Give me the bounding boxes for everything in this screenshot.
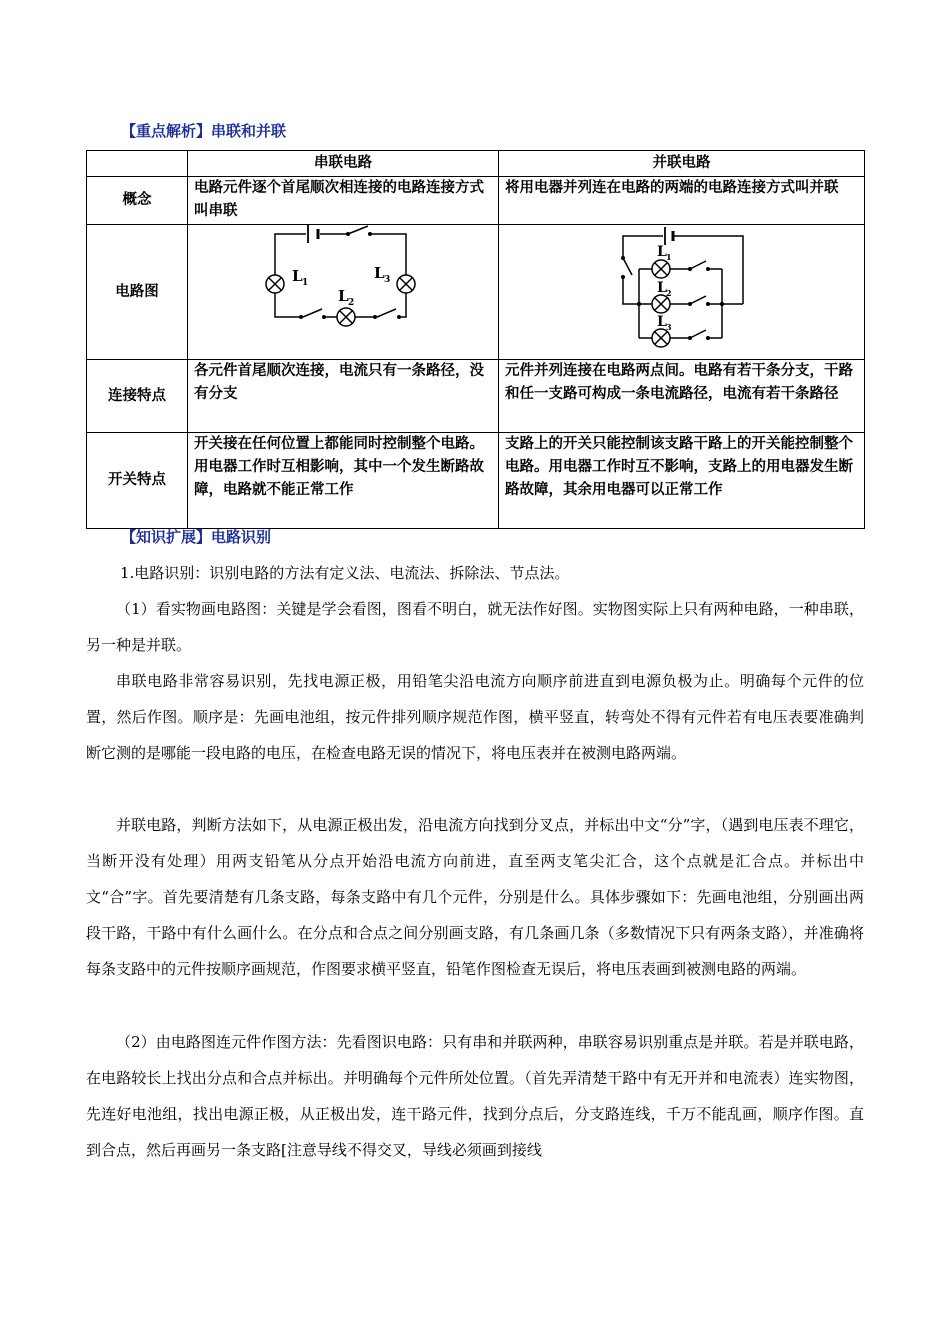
cell-parallel-concept: 将用电器并列连在电路的两端的电路连接方式叫并联 bbox=[499, 177, 865, 225]
cell-parallel-connection: 元件并列连接在电路两点间。电路有若干条分支，干路和任一支路可构成一条电流路径，电流有若干条路径 bbox=[499, 360, 865, 433]
cell-series-concept: 电路元件逐个首尾顺次相连接的电路连接方式叫串联 bbox=[188, 177, 499, 225]
label-L1: L bbox=[657, 244, 667, 260]
table-row-diagram bbox=[87, 225, 865, 360]
comparison-table bbox=[86, 150, 865, 529]
row-label-switch: 开关特点 bbox=[87, 433, 188, 529]
series-circuit-diagram bbox=[188, 225, 499, 351]
cell-series-switch: 开关接在任何位置上都能同时控制整个电路。用电器工作时互相影响，其中一个发生断路故障，电路就不能正常工作 bbox=[188, 433, 499, 529]
label-L3: L bbox=[374, 264, 385, 282]
table-row-connection bbox=[87, 360, 865, 433]
paragraph-2: （1）看实物画电路图：关键是学会看图，图看不明白，就无法作好图。实物图实际上只有两种电路，一种串联，另一种是并联。 bbox=[86, 600, 864, 654]
label-L2-sub: 2 bbox=[666, 288, 672, 298]
cell-series-connection: 各元件首尾顺次连接，电流只有一条路径，没有分支 bbox=[188, 360, 499, 433]
table-row-concept bbox=[87, 177, 865, 225]
table-header-row bbox=[87, 151, 865, 177]
label-L2: L bbox=[657, 280, 667, 296]
cell-parallel-switch: 支路上的开关只能控制该支路干路上的开关能控制整个电路。用电器工作时互不影响，支路上的用电器发生断路故障，其余用电器可以正常工作 bbox=[499, 433, 865, 529]
row-label-diagram: 电路图 bbox=[87, 225, 188, 360]
label-L3-sub: 3 bbox=[666, 322, 672, 332]
paragraph-4: 并联电路，判断方法如下，从电源正极出发，沿电流方向找到分叉点，并标出中文“分”字，（遇到电压表不理它，当断开没有处理）用两支铅笔从分点开始沿电流方向前进，直至两支笔尖汇合，这个点就是汇合点。并标出中文“合”字。首先要清楚有几条支路，每条支路中有几个元件，分别是什么。具体步骤如下：先画电池组，分别画出两段干路，干路中有什么画什么。在分点和合点之间分别画支路，有几条画几条（多数情况下只有两条支路），并准确将每条支路中的元件按顺序画规范，作图要求横平竖直，铅笔作图检查无误后，将电压表画到被测电路的两端。 bbox=[86, 816, 864, 978]
label-L3-sub: 3 bbox=[384, 275, 391, 285]
label-L1: L bbox=[292, 267, 303, 285]
label-L2-sub: 2 bbox=[348, 298, 355, 308]
label-L2: L bbox=[338, 287, 349, 305]
col-header-parallel: 并联电路 bbox=[499, 151, 865, 177]
row-label-concept: 概念 bbox=[87, 177, 188, 225]
cell-parallel-diagram bbox=[499, 225, 865, 360]
paragraph-1: 1.电路识别：识别电路的方法有定义法、电流法、拆除法、节点法。 bbox=[120, 564, 570, 582]
knowledge-extension-heading: 【知识扩展】电路识别 bbox=[121, 528, 272, 546]
parallel-circuit-diagram bbox=[499, 225, 865, 351]
key-points-heading: 【重点解析】串联和并联 bbox=[121, 122, 287, 140]
table-row-switch bbox=[87, 433, 865, 529]
label-L1-sub: 1 bbox=[666, 252, 672, 262]
row-label-connection: 连接特点 bbox=[87, 360, 188, 433]
table-corner-cell bbox=[87, 151, 188, 177]
paragraph-3: 串联电路非常容易识别，先找电源正极，用铅笔尖沿电流方向顺序前进直到电源负极为止。明确每个元件的位置，然后作图。顺序是：先画电池组，按元件排列顺序规范作图，横平竖直，转弯处不得有元件若有电压表要准确判断它测的是哪能一段电路的电压，在检查电路无误的情况下，将电压表并在被测电路两端。 bbox=[86, 672, 864, 762]
cell-series-diagram bbox=[188, 225, 499, 360]
label-L1-sub: 1 bbox=[302, 278, 309, 288]
paragraph-5: （2）由电路图连元件作图方法：先看图识电路：只有串和并联两种，串联容易识别重点是并联。若是并联电路，在电路较长上找出分点和合点并标出。并明确每个元件所处位置。（首先弄清楚干路中有无开并和电流表）连实物图，先连好电池组，找出电源正极，从正极出发，连干路元件，找到分点后，分支路连线，千万不能乱画，顺序作图。直到合点，然后再画另一条支路[注意导线不得交叉，导线必须画到接线 bbox=[86, 1033, 864, 1159]
label-L3: L bbox=[657, 314, 667, 330]
col-header-series: 串联电路 bbox=[188, 151, 499, 177]
